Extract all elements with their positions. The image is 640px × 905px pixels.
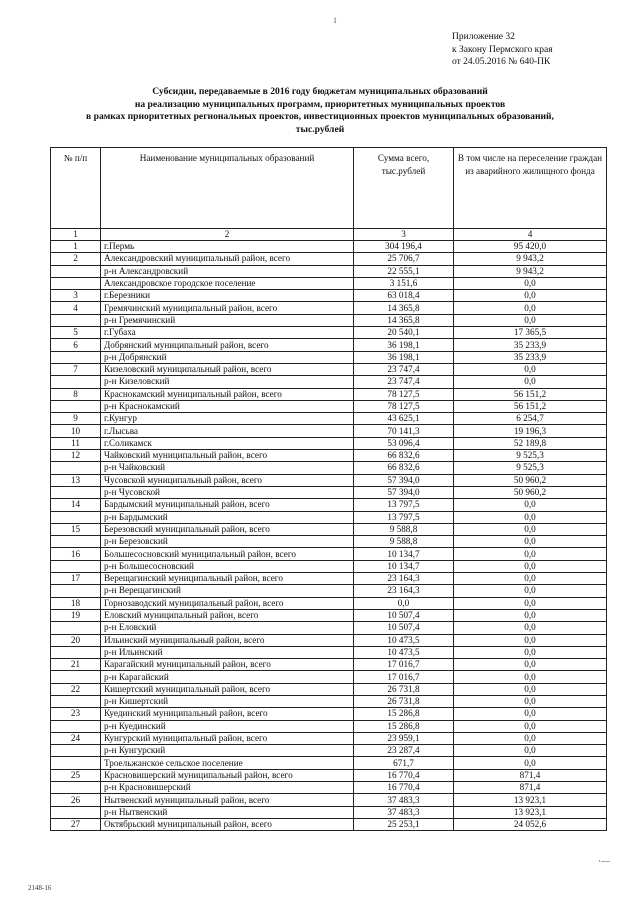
total-amount: 57 394,0	[354, 474, 454, 486]
table-row	[51, 486, 607, 498]
table-row	[51, 413, 607, 425]
resettlement-amount: 0,0	[454, 277, 607, 289]
row-number: 21	[51, 659, 101, 671]
total-amount: 15 286,8	[354, 720, 454, 732]
table-row	[51, 523, 607, 535]
total-amount: 70 141,3	[354, 425, 454, 437]
table-row	[51, 437, 607, 449]
total-amount: 10 473,5	[354, 634, 454, 646]
row-number: 24	[51, 732, 101, 744]
table-row	[51, 388, 607, 400]
municipality-name: г.Лысьва	[101, 425, 354, 437]
municipality-name: Красновишерский муниципальный район, всего	[101, 769, 354, 781]
municipality-name: р-н Верещагинский	[101, 585, 354, 597]
table-row	[51, 732, 607, 744]
municipality-name: р-н Кизеловский	[101, 376, 354, 388]
resettlement-amount: 0,0	[454, 757, 607, 769]
total-amount: 26 731,8	[354, 695, 454, 707]
municipality-name: г.Пермь	[101, 241, 354, 253]
total-amount: 37 483,3	[354, 794, 454, 806]
header-number: № п/п	[51, 148, 101, 229]
table-row	[51, 327, 607, 339]
municipality-name: р-н Еловский	[101, 622, 354, 634]
row-number	[51, 782, 101, 794]
column-number: 3	[354, 229, 454, 241]
municipality-name: Нытвенский муниципальный район, всего	[101, 794, 354, 806]
municipality-name: Куединский муниципальный район, всего	[101, 708, 354, 720]
municipality-name: Октябрьский муниципальный район, всего	[101, 818, 354, 830]
municipality-name: р-н Чайковский	[101, 462, 354, 474]
column-number: 1	[51, 229, 101, 241]
header-name: Наименование муниципальных образований	[101, 148, 354, 229]
table-row	[51, 794, 607, 806]
resettlement-amount: 871,4	[454, 769, 607, 781]
row-number	[51, 536, 101, 548]
table-row	[51, 695, 607, 707]
total-amount: 10 134,7	[354, 548, 454, 560]
table-row	[51, 708, 607, 720]
total-amount: 66 832,6	[354, 450, 454, 462]
total-amount: 78 127,5	[354, 400, 454, 412]
resettlement-amount: 56 151,2	[454, 388, 607, 400]
row-number	[51, 376, 101, 388]
total-amount: 9 588,8	[354, 523, 454, 535]
resettlement-amount: 0,0	[454, 499, 607, 511]
municipality-name: Краснокамский муниципальный район, всего	[101, 388, 354, 400]
total-amount: 10 507,4	[354, 609, 454, 621]
table-row	[51, 450, 607, 462]
total-amount: 10 473,5	[354, 646, 454, 658]
table-row	[51, 277, 607, 289]
total-amount: 15 286,8	[354, 708, 454, 720]
municipality-name: Ильинский муниципальный район, всего	[101, 634, 354, 646]
total-amount: 78 127,5	[354, 388, 454, 400]
table-row	[51, 474, 607, 486]
table-row	[51, 511, 607, 523]
row-number: 17	[51, 573, 101, 585]
row-number: 13	[51, 474, 101, 486]
municipality-name: р-н Бардымский	[101, 511, 354, 523]
resettlement-amount: 50 960,2	[454, 486, 607, 498]
table-row	[51, 560, 607, 572]
total-amount: 9 588,8	[354, 536, 454, 548]
resettlement-amount: 35 233,9	[454, 351, 607, 363]
row-number: 11	[51, 437, 101, 449]
municipality-name: Гремячинский муниципальный район, всего	[101, 302, 354, 314]
row-number	[51, 646, 101, 658]
page-mark: 1	[333, 16, 337, 25]
row-number	[51, 400, 101, 412]
total-amount: 17 016,7	[354, 659, 454, 671]
edge-mark: ·—	[598, 856, 610, 866]
municipality-name: Березовский муниципальный район, всего	[101, 523, 354, 535]
resettlement-amount: 0,0	[454, 536, 607, 548]
row-number	[51, 486, 101, 498]
row-number	[51, 560, 101, 572]
appendix-note	[452, 31, 553, 69]
municipality-name: р-н Кишертский	[101, 695, 354, 707]
municipality-name: р-н Большесосновский	[101, 560, 354, 572]
municipality-name: Добрянский муниципальный район, всего	[101, 339, 354, 351]
municipality-name: р-н Александровский	[101, 265, 354, 277]
row-number: 4	[51, 302, 101, 314]
row-number: 15	[51, 523, 101, 535]
municipality-name: Александровское городское поселение	[101, 277, 354, 289]
row-number	[51, 511, 101, 523]
resettlement-amount: 6 254,7	[454, 413, 607, 425]
row-number	[51, 585, 101, 597]
resettlement-amount: 9 943,2	[454, 253, 607, 265]
total-amount: 53 096,4	[354, 437, 454, 449]
table-row	[51, 400, 607, 412]
title-line: на реализацию муниципальных программ, приоритетных муниципальных проектов	[134, 98, 506, 110]
row-number: 12	[51, 450, 101, 462]
resettlement-amount: 0,0	[454, 708, 607, 720]
resettlement-amount: 50 960,2	[454, 474, 607, 486]
table-row	[51, 745, 607, 757]
total-amount: 26 731,8	[354, 683, 454, 695]
total-amount: 23 164,3	[354, 585, 454, 597]
row-number	[51, 806, 101, 818]
row-number: 10	[51, 425, 101, 437]
column-number: 2	[101, 229, 354, 241]
row-number: 1	[51, 241, 101, 253]
row-number	[51, 265, 101, 277]
row-number: 25	[51, 769, 101, 781]
table-row	[51, 462, 607, 474]
municipality-name: Александровский муниципальный район, всего	[101, 253, 354, 265]
resettlement-amount: 0,0	[454, 659, 607, 671]
row-number: 18	[51, 597, 101, 609]
resettlement-amount: 0,0	[454, 376, 607, 388]
total-amount: 23 959,1	[354, 732, 454, 744]
title-line: Субсидии, передаваемые в 2016 году бюджетам муниципальных образований	[152, 86, 488, 97]
municipality-name: Чусовской муниципальный район, всего	[101, 474, 354, 486]
total-amount: 304 196,4	[354, 241, 454, 253]
appendix-line: Приложение 32	[452, 32, 515, 42]
table-row	[51, 339, 607, 351]
table-row	[51, 782, 607, 794]
appendix-line: к Закону Пермского края	[452, 44, 553, 55]
resettlement-amount: 0,0	[454, 597, 607, 609]
header-resettlement: В том числе на переселение граждан из аварийного жилищного фонда	[454, 148, 607, 229]
municipality-name: р-н Нытвенский	[101, 806, 354, 818]
municipality-name: р-н Березовский	[101, 536, 354, 548]
table-row	[51, 241, 607, 253]
row-number: 16	[51, 548, 101, 560]
table-row	[51, 314, 607, 326]
total-amount: 16 770,4	[354, 782, 454, 794]
resettlement-amount: 17 365,5	[454, 327, 607, 339]
row-number: 6	[51, 339, 101, 351]
municipality-name: р-н Добрянский	[101, 351, 354, 363]
resettlement-amount: 0,0	[454, 609, 607, 621]
table-row	[51, 646, 607, 658]
table-row	[51, 290, 607, 302]
row-number: 3	[51, 290, 101, 302]
resettlement-amount: 0,0	[454, 585, 607, 597]
total-amount: 37 483,3	[354, 806, 454, 818]
municipality-name: р-н Куединский	[101, 720, 354, 732]
resettlement-amount: 19 196,3	[454, 425, 607, 437]
municipality-name: Верещагинский муниципальный район, всего	[101, 573, 354, 585]
resettlement-amount: 0,0	[454, 695, 607, 707]
header-row	[51, 148, 607, 229]
row-number	[51, 277, 101, 289]
row-number	[51, 757, 101, 769]
resettlement-amount: 9 943,2	[454, 265, 607, 277]
row-number	[51, 314, 101, 326]
total-amount: 25 706,7	[354, 253, 454, 265]
resettlement-amount: 95 420,0	[454, 241, 607, 253]
table-row	[51, 683, 607, 695]
column-number-row	[51, 229, 607, 241]
resettlement-amount: 0,0	[454, 634, 607, 646]
total-amount: 17 016,7	[354, 671, 454, 683]
title-line: в рамках приоритетных региональных проектов, инвестиционных проектов муниципальных образований,	[86, 111, 554, 123]
row-number: 27	[51, 818, 101, 830]
municipality-name: г.Губаха	[101, 327, 354, 339]
total-amount: 23 747,4	[354, 363, 454, 375]
total-amount: 25 253,1	[354, 818, 454, 830]
table-row	[51, 769, 607, 781]
table-row	[51, 671, 607, 683]
total-amount: 14 365,8	[354, 302, 454, 314]
total-amount: 66 832,6	[354, 462, 454, 474]
total-amount: 13 797,5	[354, 511, 454, 523]
row-number: 26	[51, 794, 101, 806]
total-amount: 36 198,1	[354, 339, 454, 351]
municipality-name: Большесосновский муниципальный район, всего	[101, 548, 354, 560]
municipality-name: г.Соликамск	[101, 437, 354, 449]
resettlement-amount: 52 189,8	[454, 437, 607, 449]
resettlement-amount: 9 525,3	[454, 450, 607, 462]
resettlement-amount: 0,0	[454, 290, 607, 302]
total-amount: 22 555,1	[354, 265, 454, 277]
total-amount: 23 287,4	[354, 745, 454, 757]
column-number: 4	[454, 229, 607, 241]
table-row	[51, 720, 607, 732]
row-number	[51, 745, 101, 757]
table-row	[51, 499, 607, 511]
municipality-name: р-н Гремячинский	[101, 314, 354, 326]
resettlement-amount: 24 052,6	[454, 818, 607, 830]
total-amount: 16 770,4	[354, 769, 454, 781]
total-amount: 671,7	[354, 757, 454, 769]
row-number: 23	[51, 708, 101, 720]
total-amount: 13 797,5	[354, 499, 454, 511]
table-row	[51, 573, 607, 585]
row-number: 8	[51, 388, 101, 400]
table-row	[51, 265, 607, 277]
total-amount: 57 394,0	[354, 486, 454, 498]
table-row	[51, 757, 607, 769]
total-amount: 0,0	[354, 597, 454, 609]
resettlement-amount: 0,0	[454, 720, 607, 732]
table-row	[51, 363, 607, 375]
table-row	[51, 536, 607, 548]
municipality-name: Троельжанское сельское поселение	[101, 757, 354, 769]
footer-code: 2148-16	[28, 884, 52, 892]
appendix-line: от 24.05.2016 № 640-ПК	[452, 57, 551, 67]
resettlement-amount: 0,0	[454, 314, 607, 326]
row-number	[51, 695, 101, 707]
total-amount: 36 198,1	[354, 351, 454, 363]
municipality-name: Чайковский муниципальный район, всего	[101, 450, 354, 462]
resettlement-amount: 13 923,1	[454, 806, 607, 818]
total-amount: 63 018,4	[354, 290, 454, 302]
title-line: тыс.рублей	[295, 123, 345, 135]
municipality-name: р-н Карагайский	[101, 671, 354, 683]
row-number	[51, 671, 101, 683]
resettlement-amount: 0,0	[454, 573, 607, 585]
resettlement-amount: 56 151,2	[454, 400, 607, 412]
table-row	[51, 597, 607, 609]
total-amount: 20 540,1	[354, 327, 454, 339]
row-number: 2	[51, 253, 101, 265]
municipality-name: Еловский муниципальный район, всего	[101, 609, 354, 621]
table-row	[51, 818, 607, 830]
municipality-name: г.Кунгур	[101, 413, 354, 425]
resettlement-amount: 0,0	[454, 646, 607, 658]
total-amount: 3 151,6	[354, 277, 454, 289]
resettlement-amount: 0,0	[454, 671, 607, 683]
resettlement-amount: 0,0	[454, 363, 607, 375]
municipality-name: Горнозаводский муниципальный район, всего	[101, 597, 354, 609]
resettlement-amount: 0,0	[454, 302, 607, 314]
resettlement-amount: 0,0	[454, 511, 607, 523]
resettlement-amount: 9 525,3	[454, 462, 607, 474]
municipality-name: Карагайский муниципальный район, всего	[101, 659, 354, 671]
municipality-name: р-н Красновишерский	[101, 782, 354, 794]
table-row	[51, 351, 607, 363]
row-number	[51, 351, 101, 363]
municipality-name: Кунгурский муниципальный район, всего	[101, 732, 354, 744]
total-amount: 10 134,7	[354, 560, 454, 572]
row-number	[51, 462, 101, 474]
table-row	[51, 302, 607, 314]
table-row	[51, 253, 607, 265]
total-amount: 43 625,1	[354, 413, 454, 425]
table-row	[51, 609, 607, 621]
row-number: 19	[51, 609, 101, 621]
row-number: 5	[51, 327, 101, 339]
row-number: 20	[51, 634, 101, 646]
municipality-name: Кишертский муниципальный район, всего	[101, 683, 354, 695]
row-number: 22	[51, 683, 101, 695]
resettlement-amount: 35 233,9	[454, 339, 607, 351]
table-row	[51, 376, 607, 388]
table-body	[51, 241, 607, 831]
table-row	[51, 622, 607, 634]
resettlement-amount: 0,0	[454, 523, 607, 535]
row-number: 14	[51, 499, 101, 511]
total-amount: 10 507,4	[354, 622, 454, 634]
municipality-name: Кизеловский муниципальный район, всего	[101, 363, 354, 375]
resettlement-amount: 0,0	[454, 745, 607, 757]
resettlement-amount: 0,0	[454, 683, 607, 695]
total-amount: 23 747,4	[354, 376, 454, 388]
table-row	[51, 634, 607, 646]
municipality-name: р-н Краснокамский	[101, 400, 354, 412]
table-row	[51, 548, 607, 560]
table-row	[51, 585, 607, 597]
resettlement-amount: 0,0	[454, 732, 607, 744]
municipality-name: г.Березники	[101, 290, 354, 302]
resettlement-amount: 871,4	[454, 782, 607, 794]
table-row	[51, 425, 607, 437]
total-amount: 23 164,3	[354, 573, 454, 585]
resettlement-amount: 13 923,1	[454, 794, 607, 806]
resettlement-amount: 0,0	[454, 560, 607, 572]
resettlement-amount: 0,0	[454, 548, 607, 560]
total-amount: 14 365,8	[354, 314, 454, 326]
municipality-name: р-н Кунгурский	[101, 745, 354, 757]
subsidies-table	[50, 147, 607, 831]
header-total: Сумма всего, тыс.рублей	[354, 148, 454, 229]
row-number: 7	[51, 363, 101, 375]
resettlement-amount: 0,0	[454, 622, 607, 634]
municipality-name: р-н Ильинский	[101, 646, 354, 658]
row-number	[51, 720, 101, 732]
table-row	[51, 806, 607, 818]
row-number: 9	[51, 413, 101, 425]
municipality-name: р-н Чусовской	[101, 486, 354, 498]
row-number	[51, 622, 101, 634]
table-row	[51, 659, 607, 671]
municipality-name: Бардымский муниципальный район, всего	[101, 499, 354, 511]
document-title	[40, 86, 600, 136]
